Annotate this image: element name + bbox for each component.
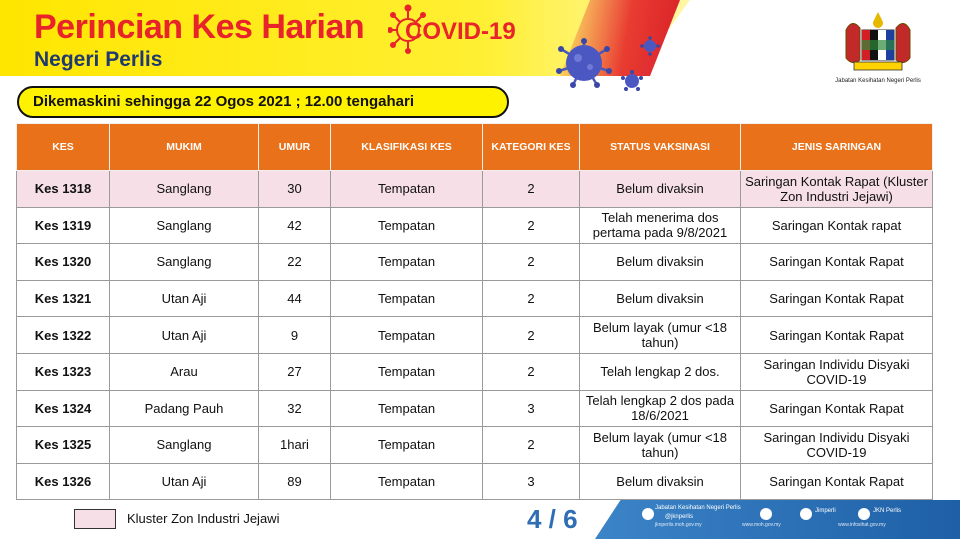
cell-status: Belum divaksin [580,244,741,281]
coat-of-arms-icon [838,10,918,74]
cell-kes: Kes 1325 [17,427,110,464]
cell-kes: Kes 1326 [17,463,110,500]
cell-mukim: Arau [110,353,259,390]
cell-mukim: Sanglang [110,207,259,244]
table-row [17,280,933,317]
page-indicator: 4 / 6 [527,504,578,534]
footer-department: Jabatan Kesihatan Negeri Perlis [655,505,741,511]
cell-umur: 42 [259,207,331,244]
cell-klasifikasi: Tempatan [331,353,483,390]
jkn-logo-icon [642,508,654,520]
cell-klasifikasi: Tempatan [331,207,483,244]
cell-saringan: Saringan Kontak Rapat [741,390,933,427]
cell-status: Belum divaksin [580,463,741,500]
cell-kategori: 2 [483,244,580,281]
footer-handle[interactable]: @jknperlis [665,514,694,520]
cell-kategori: 2 [483,353,580,390]
footer-website-2[interactable]: www.moh.gov.my [742,522,781,528]
table-row [17,171,933,208]
cell-mukim: Sanglang [110,427,259,464]
cell-mukim: Padang Pauh [110,390,259,427]
cell-mukim: Sanglang [110,244,259,281]
virus-icon-small [620,70,644,92]
updated-timestamp: Dikemaskini sehingga 22 Ogos 2021 ; 12.00 tengahari [17,86,509,118]
column-header-kategori: KATEGORI KES [483,124,580,171]
cell-kes: Kes 1318 [17,171,110,208]
table-row [17,390,933,427]
table-header-row [17,124,933,171]
cell-mukim: Sanglang [110,171,259,208]
page-subtitle: Negeri Perlis [34,48,163,71]
covid-title: COVID-19 [405,18,516,45]
cases-table [16,123,933,500]
cell-umur: 89 [259,463,331,500]
cell-klasifikasi: Tempatan [331,427,483,464]
column-header-saringan: JENIS SARINGAN [741,124,933,171]
cell-saringan: Saringan Kontak Rapat [741,317,933,354]
table-row [17,244,933,281]
cell-klasifikasi: Tempatan [331,463,483,500]
cell-kategori: 2 [483,427,580,464]
cell-kategori: 2 [483,317,580,354]
cell-saringan: Saringan Kontak Rapat (Kluster Zon Industri Jejawi) [741,171,933,208]
cell-kes: Kes 1323 [17,353,110,390]
cell-umur: 9 [259,317,331,354]
table-row [17,463,933,500]
cell-kes: Kes 1321 [17,280,110,317]
cell-status: Telah lengkap 2 dos pada 18/6/2021 [580,390,741,427]
cell-umur: 1hari [259,427,331,464]
department-label: Jabatan Kesihatan Negeri Perlis [835,78,921,84]
cell-mukim: Utan Aji [110,317,259,354]
cell-saringan: Saringan Individu Disyaki COVID-19 [741,427,933,464]
cell-klasifikasi: Tempatan [331,171,483,208]
cell-umur: 22 [259,244,331,281]
cell-kategori: 2 [483,280,580,317]
header-banner [0,0,960,80]
cell-klasifikasi: Tempatan [331,244,483,281]
table-row [17,427,933,464]
cell-klasifikasi: Tempatan [331,390,483,427]
table-row [17,353,933,390]
cell-kategori: 2 [483,207,580,244]
table-row [17,317,933,354]
footer-website-1[interactable]: jknperlis.moh.gov.my [655,522,702,528]
cell-umur: 27 [259,353,331,390]
cell-status: Belum layak (umur <18 tahun) [580,317,741,354]
footer-tag-jimperli[interactable]: Jimperli [815,508,836,514]
facebook-icon[interactable] [858,508,870,520]
cell-kes: Kes 1322 [17,317,110,354]
cell-status: Belum divaksin [580,280,741,317]
page-title: Perincian Kes Harian [34,8,365,46]
legend-swatch [74,509,116,529]
cell-umur: 32 [259,390,331,427]
cell-saringan: Saringan Kontak Rapat [741,280,933,317]
cell-umur: 30 [259,171,331,208]
column-header-mukim: MUKIM [110,124,259,171]
virus-icon-tiny [640,36,660,56]
instagram-icon[interactable] [800,508,812,520]
cell-kategori: 3 [483,390,580,427]
cell-kes: Kes 1320 [17,244,110,281]
cell-status: Telah lengkap 2 dos. [580,353,741,390]
column-header-kes: KES [17,124,110,171]
footer-tag-jkn[interactable]: JKN Perlis [873,508,902,514]
column-header-umur: UMUR [259,124,331,171]
cell-klasifikasi: Tempatan [331,280,483,317]
cell-status: Belum layak (umur <18 tahun) [580,427,741,464]
cell-status: Telah menerima dos pertama pada 9/8/2021 [580,207,741,244]
column-header-status: STATUS VAKSINASI [580,124,741,171]
cell-saringan: Saringan Individu Disyaki COVID-19 [741,353,933,390]
cell-kategori: 3 [483,463,580,500]
cell-klasifikasi: Tempatan [331,317,483,354]
footer-website-3[interactable]: www.infosihat.gov.my [838,522,886,528]
twitter-icon[interactable] [760,508,772,520]
virus-icon-large [553,37,615,89]
cell-kes: Kes 1319 [17,207,110,244]
cell-kes: Kes 1324 [17,390,110,427]
legend-label: Kluster Zon Industri Jejawi [127,511,280,526]
cell-kategori: 2 [483,171,580,208]
cell-saringan: Saringan Kontak Rapat [741,244,933,281]
cell-umur: 44 [259,280,331,317]
cell-mukim: Utan Aji [110,280,259,317]
cell-saringan: Saringan Kontak rapat [741,207,933,244]
table-row [17,207,933,244]
cell-saringan: Saringan Kontak Rapat [741,463,933,500]
column-header-klasifikasi: KLASIFIKASI KES [331,124,483,171]
cell-status: Belum divaksin [580,171,741,208]
cell-mukim: Utan Aji [110,463,259,500]
